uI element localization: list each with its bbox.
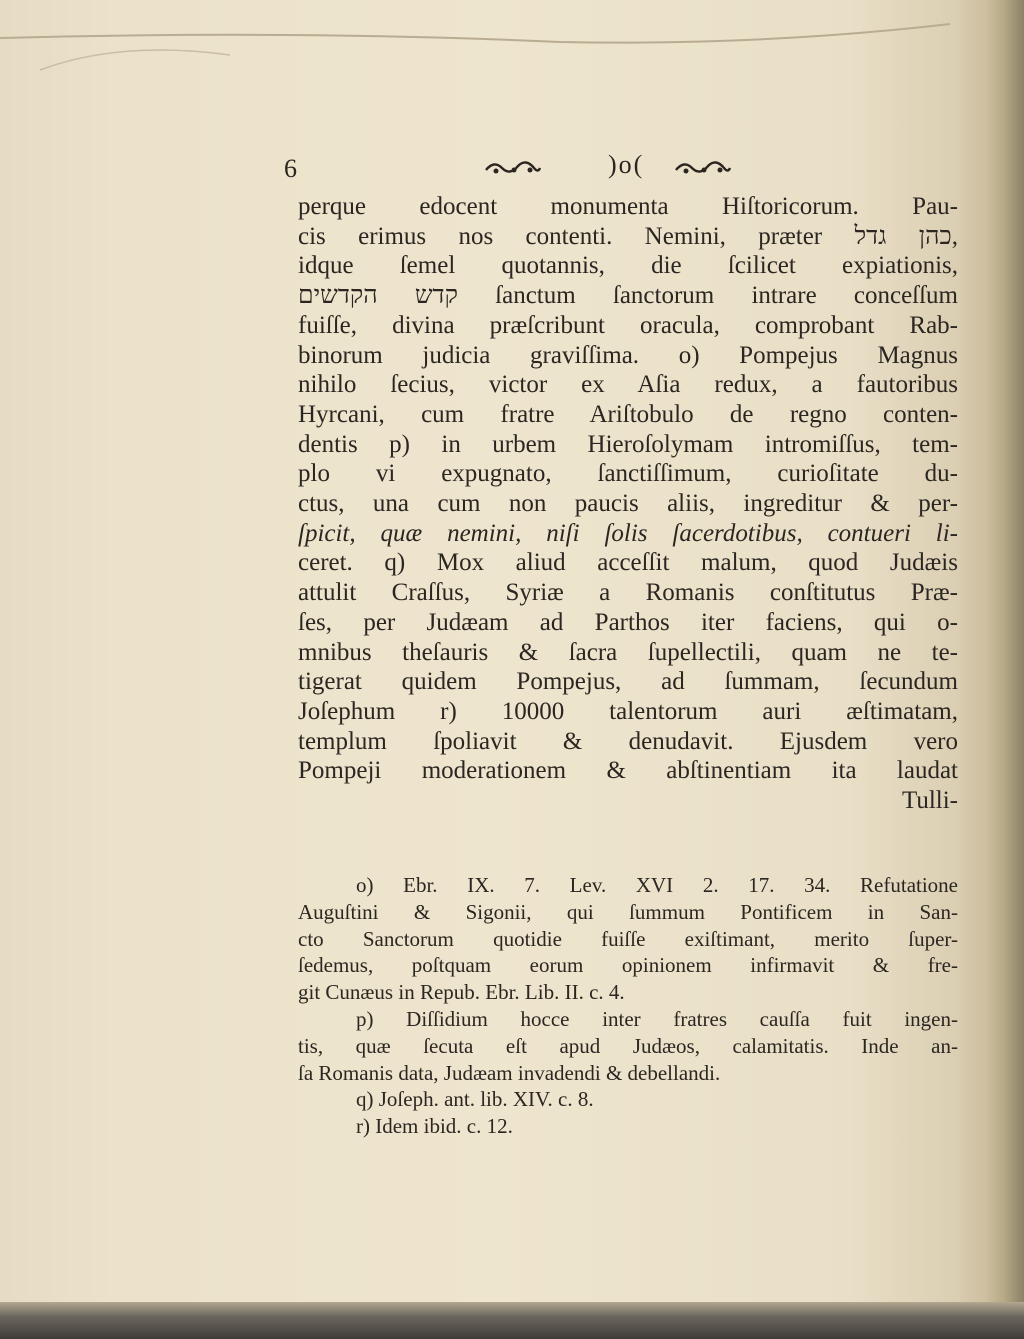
text-line: perque edocent monumenta Hiſtoricorum. Pau-	[298, 193, 958, 220]
main-text	[298, 192, 958, 816]
page-curl	[0, 0, 1024, 80]
scan-border	[0, 1302, 1024, 1339]
text-line: nihilo ſecius, victor ex Aſia redux, a fautoribus	[298, 371, 958, 399]
text-line: binorum judicia graviſſima. o) Pompejus Magnus	[298, 341, 958, 369]
catchword: Tulli-	[901, 787, 958, 815]
text-line: ceret. q) Mox aliud acceſſit malum, quod Judæis	[298, 549, 958, 577]
footnote-line: Auguſtini & Sigonii, qui ſummum Pontificem in San-	[298, 899, 958, 924]
text-line: mnibus theſauris & ſacra ſupellectili, quam ne te-	[298, 638, 958, 666]
text-line: cis erimus nos contenti. Nemini, præter כהן גדל,	[298, 222, 958, 250]
text-line: fuiſſe, divina præſcribunt oracula, comprobant Rab-	[298, 311, 958, 339]
text-line: templum ſpoliavit & denudavit. Ejusdem vero	[298, 727, 958, 755]
footnote-line: git Cunæus in Repub. Ebr. Lib. II. c. 4.	[298, 980, 625, 1005]
running-header	[284, 150, 744, 190]
text-line: Joſephum r) 10000 talentorum auri æſtimatam,	[298, 697, 958, 725]
footnote-line: p) Diſſidium hocce inter fratres cauſſa fuit ingen-	[356, 1006, 958, 1031]
footnotes	[298, 872, 958, 1140]
footnote-line: r) Idem ibid. c. 12.	[356, 1114, 513, 1139]
text-line: idque ſemel quotannis, die ſcilicet expiationis,	[298, 252, 958, 280]
footnote-line: ſa Romanis data, Judæam invadendi & debellandi.	[298, 1060, 721, 1085]
ornament-right-icon	[674, 158, 732, 178]
footnote-line: tis, quæ ſecuta eſt apud Judæos, calamitatis. Inde an-	[298, 1033, 958, 1058]
footnote-line: ſedemus, poſtquam eorum opinionem infirmavit & fre-	[298, 953, 958, 978]
footnote-line: cto Sanctorum quotidie fuiſſe exiſtimant, merito ſuper-	[298, 926, 958, 951]
text-line: plo vi expugnato, ſanctiſſimum, curioſitate du-	[298, 460, 958, 488]
text-line: ſpicit, quæ nemini, niſi ſolis ſacerdotibus, contueri li-	[298, 519, 958, 547]
footnote-line: q) Joſeph. ant. lib. XIV. c. 8.	[356, 1087, 594, 1112]
page-gutter-edge	[960, 0, 1024, 1339]
text-line: קדש הקדשים ſanctum ſanctorum intrare conceſſum	[298, 282, 958, 310]
text-line: Hyrcani, cum fratre Ariſtobulo de regno conten-	[298, 400, 958, 428]
text-line: tigerat quidem Pompejus, ad ſummam, ſecundum	[298, 668, 958, 696]
text-line: Pompeji moderationem & abſtinentiam ita laudat	[298, 757, 958, 785]
text-line: ctus, una cum non paucis aliis, ingreditur & per-	[298, 490, 958, 518]
text-line: ſes, per Judæam ad Parthos iter faciens, qui o-	[298, 608, 958, 636]
text-line: attulit Craſſus, Syriæ a Romanis conſtitutus Præ-	[298, 579, 958, 607]
ornament-left-icon	[484, 158, 542, 178]
footnote-line: o) Ebr. IX. 7. Lev. XVI 2. 17. 34. Refutatione	[356, 873, 958, 897]
text-line: dentis p) in urbem Hieroſolymam intromiſſus, tem-	[298, 430, 958, 458]
header-mark: )o(	[608, 150, 645, 179]
page-number: 6	[284, 154, 297, 183]
